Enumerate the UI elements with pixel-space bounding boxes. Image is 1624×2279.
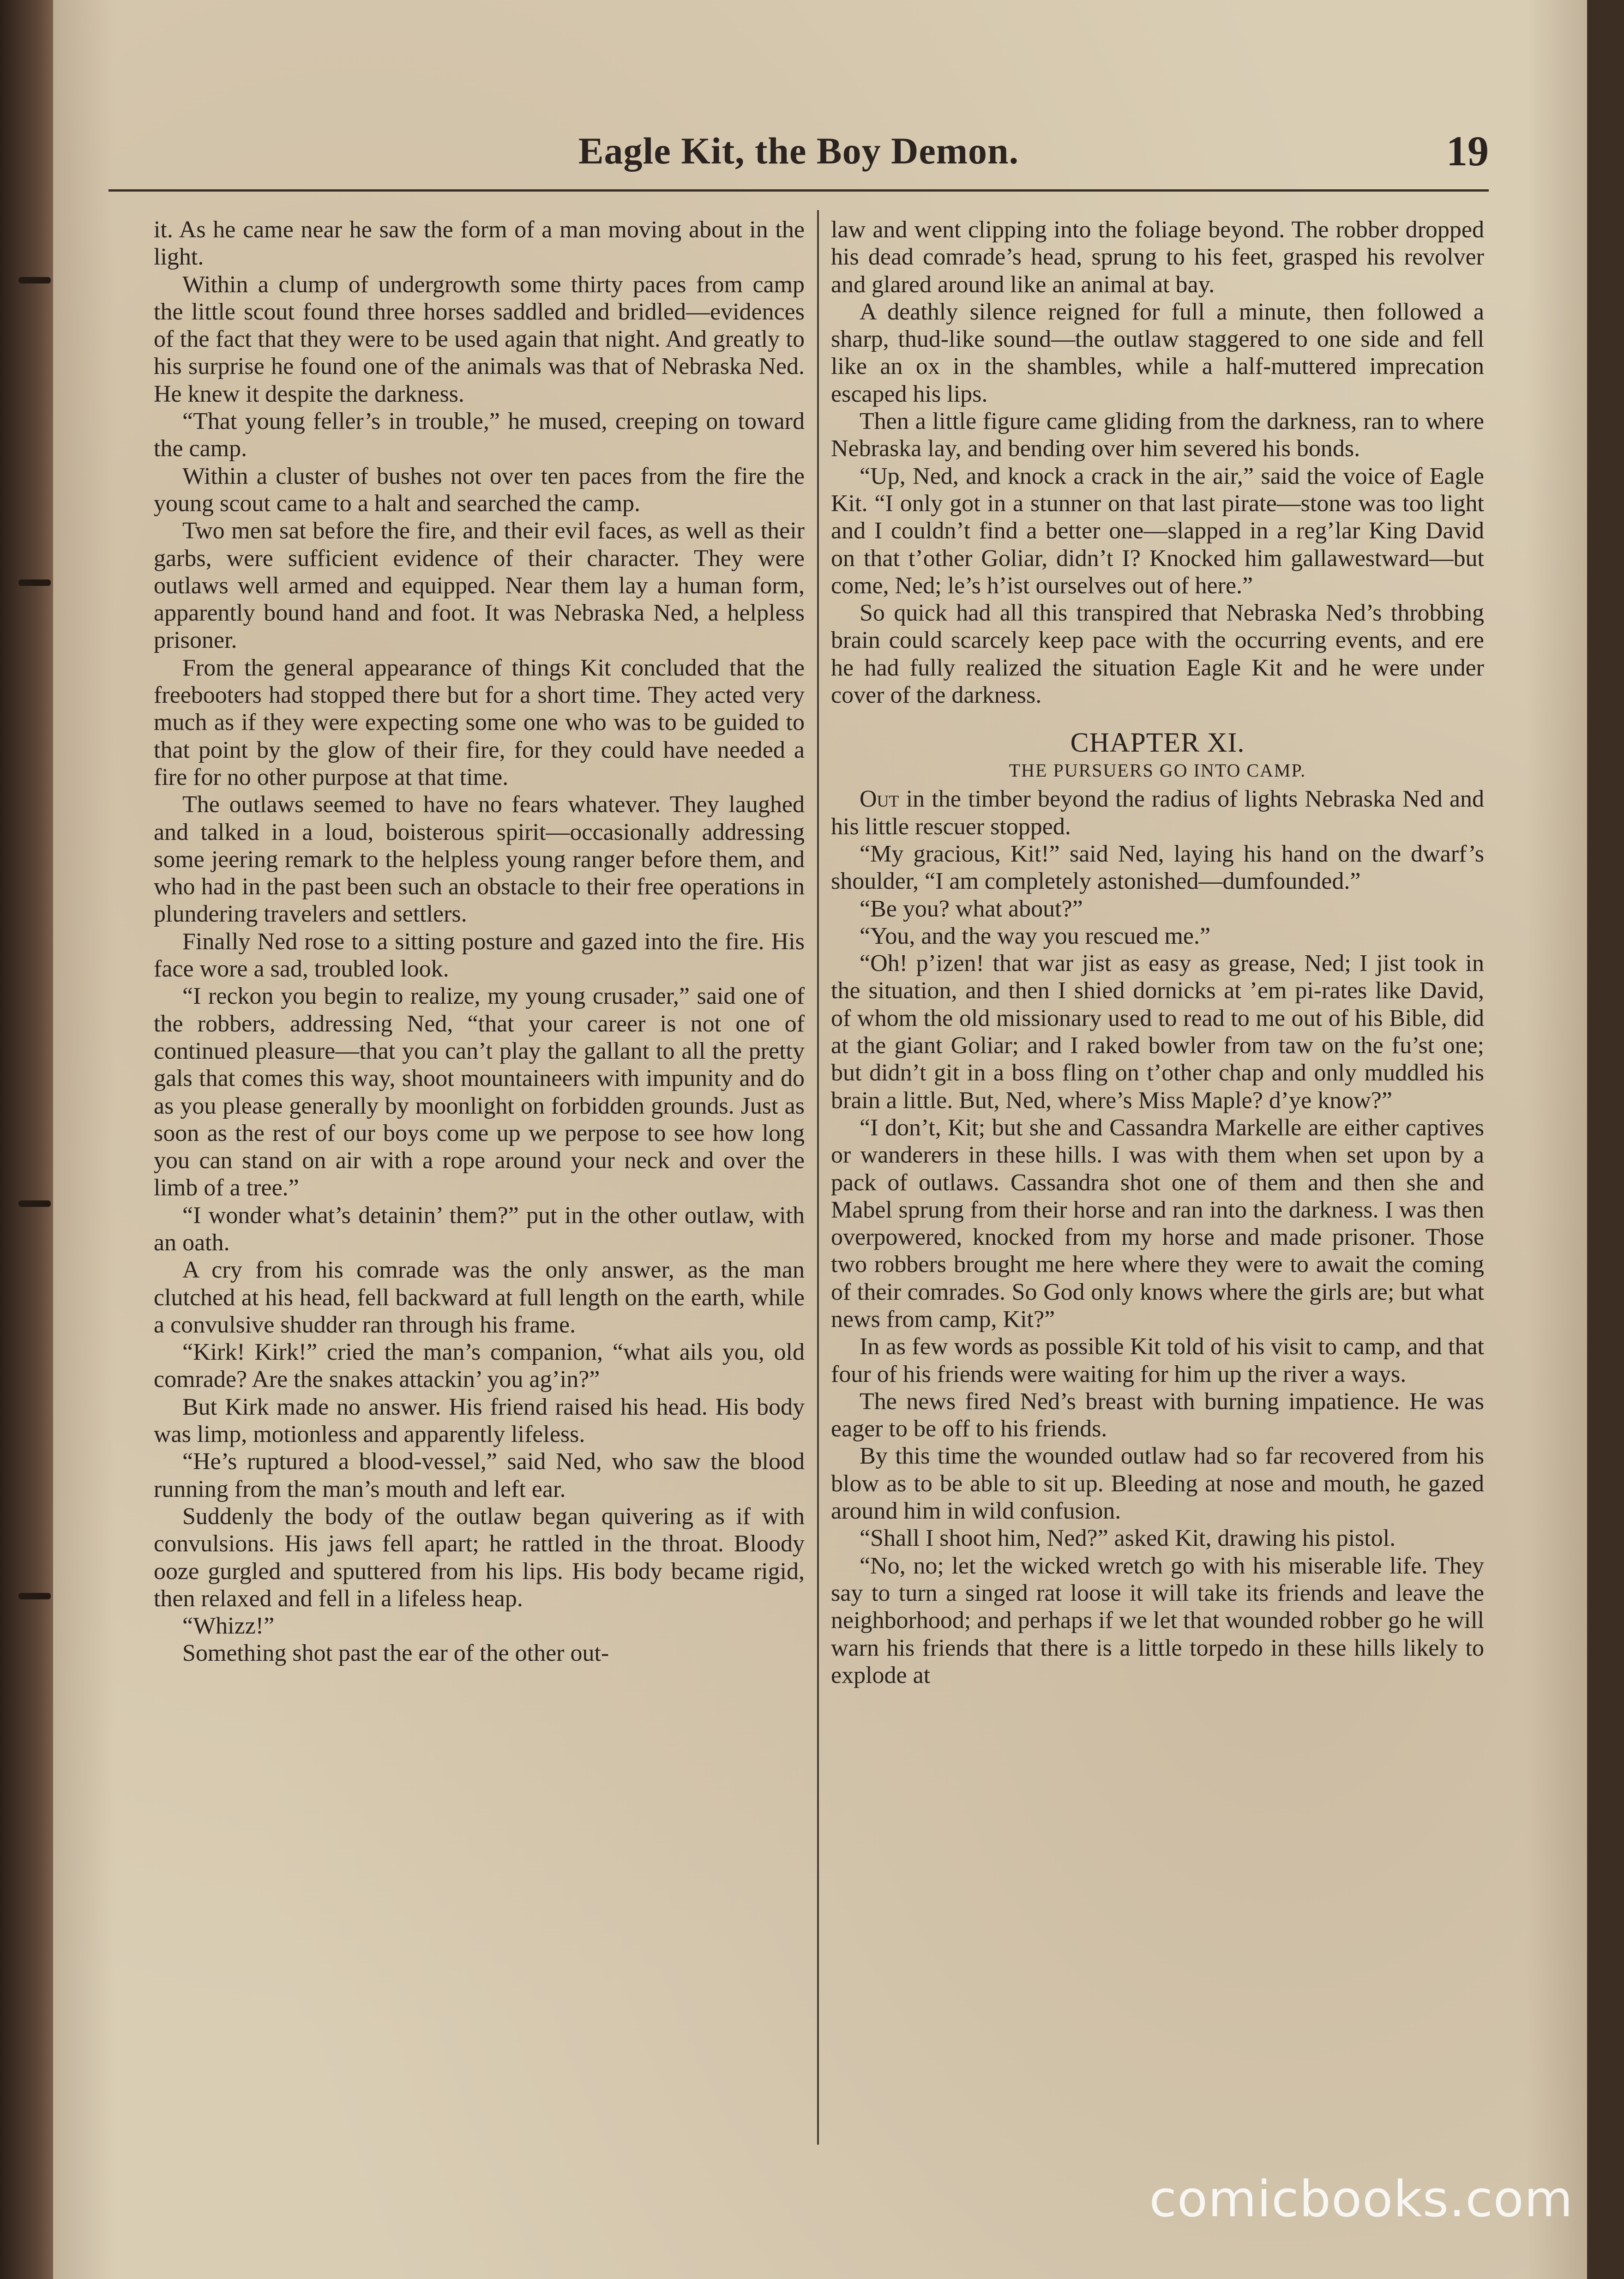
column-divider	[817, 210, 819, 2145]
page-header	[108, 129, 1489, 199]
paragraph: A deathly silence reigned for full a minute, then followed a sharp, thud-like sound—the outlaw staggered to one side and fell like an ox in the shambles, while a half-muttered imprecation escaped his lips.	[831, 298, 1484, 407]
paragraph: “I don’t, Kit; but she and Cassandra Markelle are either captives or wanderers in these hills. I was with them when set upon by a pack of outlaws. Cassandra shot one of them and then she and Mabel sprung from their horse and ran into the darkness. I was then overpowered, knocked from my horse and made prisoner. Those two robbers brought me here where they were to await the coming of their comrades. So God only knows where the girls are; but what news from camp, Kit?”	[831, 1114, 1484, 1332]
binding-stitch	[18, 579, 51, 586]
paragraph: A cry from his comrade was the only answer, as the man clutched at his head, fell backward at full length on the earth, while a convulsive shudder ran through his frame.	[154, 1257, 805, 1338]
paragraph: Two men sat before the fire, and their evil faces, as well as their garbs, were sufficient evidence of their character. They were outlaws well armed and equipped. Near them lay a human form, apparently bound hand and foot. It was Nebraska Ned, a helpless prisoner.	[154, 518, 805, 654]
left-column	[154, 216, 805, 1667]
paragraph: “Kirk! Kirk!” cried the man’s companion, “what ails you, old comrade? Are the snakes attackin’ you ag’in?”	[154, 1339, 805, 1393]
binding-stitch	[18, 1200, 51, 1207]
binding-stitch	[18, 1593, 51, 1599]
chapter-subtitle: THE PURSUERS GO INTO CAMP.	[1009, 760, 1306, 781]
running-title: Eagle Kit, the Boy Demon.	[578, 130, 1019, 172]
site-watermark: comicbooks.com	[1149, 2170, 1573, 2228]
book-binding	[0, 0, 53, 2279]
page-number: 19	[1446, 127, 1489, 175]
paragraph: Within a cluster of bushes not over ten paces from the fire the young scout came to a halt and searched the camp.	[154, 463, 805, 517]
chapter-lead-word: Out	[860, 786, 899, 813]
paragraph: “I reckon you begin to realize, my young crusader,” said one of the robbers, addressing Ned, “that your career is not one of continued pleasure—that you can’t play the gallant to all the pretty gals that comes this way, shoot mountaineers with impunity and do as you please generally by moonlight on forbidden grounds. Just as soon as the rest of our boys come up we perpose to see how long you can stand on air with a rope around your neck and over the limb of a tree.”	[154, 983, 805, 1201]
paragraph: Something shot past the ear of the other out-	[182, 1640, 609, 1667]
binding-stitch	[18, 277, 51, 283]
paragraph: Finally Ned rose to a sitting posture and gazed into the fire. His face wore a sad, troubled look.	[154, 928, 805, 983]
paragraph: it. As he came near he saw the form of a man moving about in the light.	[154, 217, 805, 271]
chapter-first-paragraph	[831, 785, 1484, 840]
header-rule	[108, 189, 1489, 192]
paragraph: The news fired Ned’s breast with burning impatience. He was eager to be off to his friends.	[831, 1388, 1484, 1442]
paragraph: “Shall I shoot him, Ned?” asked Kit, drawing his pistol.	[860, 1525, 1396, 1552]
paragraph: “Up, Ned, and knock a crack in the air,” said the voice of Eagle Kit. “I only got in a stunner on that last pirate—stone was too light and I couldn’t find a better one—slapped in a reg’lar King David on that t’other Goliar, didn’t I? Knocked him gallawestward—but come, Ned; le’s h’ist ourselves out of here.”	[831, 463, 1484, 599]
chapter-title: CHAPTER XI.	[1070, 727, 1245, 758]
paragraph: “My gracious, Kit!” said Ned, laying his hand on the dwarf’s shoulder, “I am completely astonished—dumfounded.”	[831, 840, 1484, 895]
paragraph: Then a little figure came gliding from the darkness, ran to where Nebraska lay, and bending over him severed his bonds.	[831, 408, 1484, 462]
paragraph: So quick had all this transpired that Nebraska Ned’s throbbing brain could scarcely keep pace with the occurring events, and ere he had fully realized the situation Eagle Kit and he were under cover of the darkness.	[831, 600, 1484, 709]
paragraph: By this time the wounded outlaw had so far recovered from his blow as to be able to sit up. Bleeding at nose and mouth, he gazed around him in wild confusion.	[831, 1443, 1484, 1525]
paragraph: “He’s ruptured a blood-vessel,” said Ned, who saw the blood running from the man’s mouth and left ear.	[154, 1448, 805, 1502]
paragraph: But Kirk made no answer. His friend raised his head. His body was limp, motionless and apparently lifeless.	[154, 1393, 805, 1448]
paragraph: In as few words as possible Kit told of his visit to camp, and that four of his friends were waiting for him up the river a ways.	[831, 1333, 1484, 1387]
paragraph: The outlaws seemed to have no fears whatever. They laughed and talked in a loud, boisterous spirit—occasionally addressing some jeering remark to the helpless young ranger before them, and who had in the past been such an obstacle to their free operations in plundering travelers and settlers.	[154, 791, 805, 928]
paragraph: “I wonder what’s detainin’ them?” put in the other outlaw, with an oath.	[154, 1202, 805, 1256]
paragraph: Suddenly the body of the outlaw began quivering as if with convulsions. His jaws fell apart; he rattled in the throat. Bloody ooze gurgled and sputtered from his lips. His body became rigid, then relaxed and fell in a lifeless heap.	[154, 1503, 805, 1612]
paragraph: “Whizz!”	[182, 1613, 275, 1640]
paragraph: “You, and the way you rescued me.”	[860, 922, 1211, 949]
paragraph: From the general appearance of things Kit concluded that the freebooters had stopped there but for a short time. They acted very much as if they were expecting some one who was to be guided to that point by the glow of their fire, for they could have needed a fire for no other purpose at that time.	[154, 654, 805, 790]
chapter-first-paragraph-text: in the timber beyond the radius of lights Nebraska Ned and his little rescuer stopped.	[831, 786, 1484, 840]
paragraph: law and went clipping into the foliage beyond. The robber dropped his dead comrade’s head, sprung to his feet, grasped his revolver and glared around like an animal at bay.	[831, 217, 1484, 298]
paragraph: “Oh! p’izen! that war jist as easy as grease, Ned; I jist took in the situation, and then I shied dornicks at ’em pi-rates like David, of whom the old missionary used to read to me out of his Bible, did at the giant Goliar; and I raked bowler from taw on the fu’st one; but didn’t git in a boss fling on t’other chap and only muddled his brain a little. But, Ned, where’s Miss Maple? d’ye know?”	[831, 950, 1484, 1114]
paragraph: “No, no; let the wicked wretch go with his miserable life. They say to turn a singed rat loose it will take its friends and leave the neighborhood; and perhaps if we let that wounded robber go he will warn his friends that there is a little torpedo in these hills likely to explode at	[831, 1552, 1484, 1688]
paragraph: Within a clump of undergrowth some thirty paces from camp the little scout found three horses saddled and bridled—evidences of the fact that they were to be used again that night. And greatly to his surprise he found one of the animals was that of Nebraska Ned. He knew it despite the darkness.	[154, 271, 805, 407]
paragraph: “Be you? what about?”	[860, 895, 1083, 922]
right-column	[831, 216, 1484, 1689]
paragraph: “That young feller’s in trouble,” he mused, creeping on toward the camp.	[154, 408, 805, 462]
